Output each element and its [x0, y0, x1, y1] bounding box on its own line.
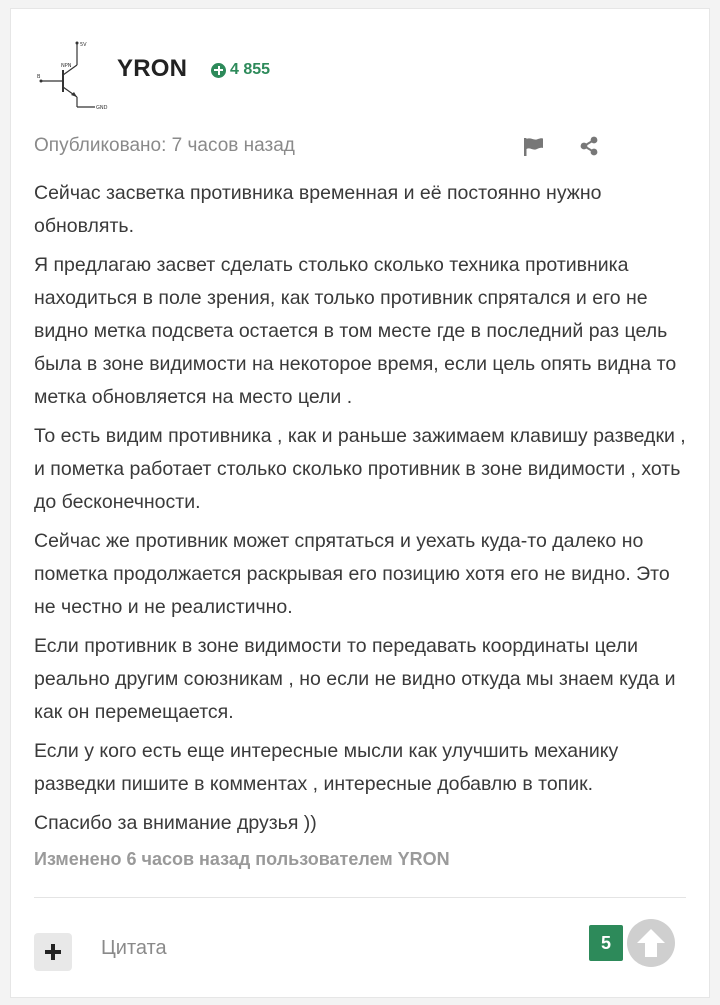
avatar-label-base: B — [37, 74, 41, 80]
post-paragraph: Сейчас же противник может спрятаться и уехать куда-то далеко но пометка продолжается раскрывая его позицию хотя его не видно. Это не честно и не реалистично. — [34, 530, 670, 618]
avatar-label-top: 5V — [80, 42, 87, 48]
reputation-value: 4 855 — [230, 61, 271, 78]
like-count: 5 — [589, 925, 623, 961]
avatar-label-emitter: GND — [96, 105, 108, 111]
post-paragraph: Если у кого есть еще интересные мысли как улучшить механику разведки пишите в комментах , интересные добавлю в топик. — [34, 740, 619, 795]
post-paragraph: То есть видим противника , как и раньше зажимаем клавишу разведки , и пометка работает столько сколько противник в зоне видимости , хоть до бесконечности. — [34, 425, 686, 513]
author-name[interactable]: YRON — [117, 55, 188, 82]
quote-button[interactable]: Цитата — [101, 937, 167, 959]
author-avatar[interactable] — [35, 37, 111, 113]
arrow-up-icon — [631, 923, 671, 963]
published-date: Опубликовано: 7 часов назад — [34, 135, 295, 156]
multiquote-button[interactable] — [34, 933, 72, 971]
post-paragraph: Сейчас засветка противника временная и её постоянно нужно обновлять. — [34, 182, 602, 237]
post-content — [34, 177, 694, 846]
flag-icon[interactable] — [523, 137, 545, 157]
post-paragraph: Спасибо за внимание друзья )) — [34, 812, 317, 834]
reputation-badge — [211, 61, 270, 79]
upvote-button[interactable] — [627, 919, 675, 967]
post-card — [10, 8, 710, 998]
post-paragraph: Я предлагаю засвет сделать столько сколько техника противника находиться в поле зрения, как только противник спрятался и его не видно метка подсвета остается в том месте где в последний раз цель была в зоне видимости на некоторое время, если цель опять видна то метка обновляется на место цели . — [34, 254, 677, 408]
plus-circle-icon — [211, 63, 226, 78]
share-icon[interactable] — [578, 135, 600, 157]
avatar-label-transistor: NPN — [61, 63, 72, 69]
edited-note: Изменено 6 часов назад пользователем YRON — [34, 849, 450, 869]
post-paragraph: Если противник в зоне видимости то передавать координаты цели реально другим союзникам , но если не видно откуда мы знаем куда и как он перемещается. — [34, 635, 676, 723]
divider — [34, 897, 686, 898]
